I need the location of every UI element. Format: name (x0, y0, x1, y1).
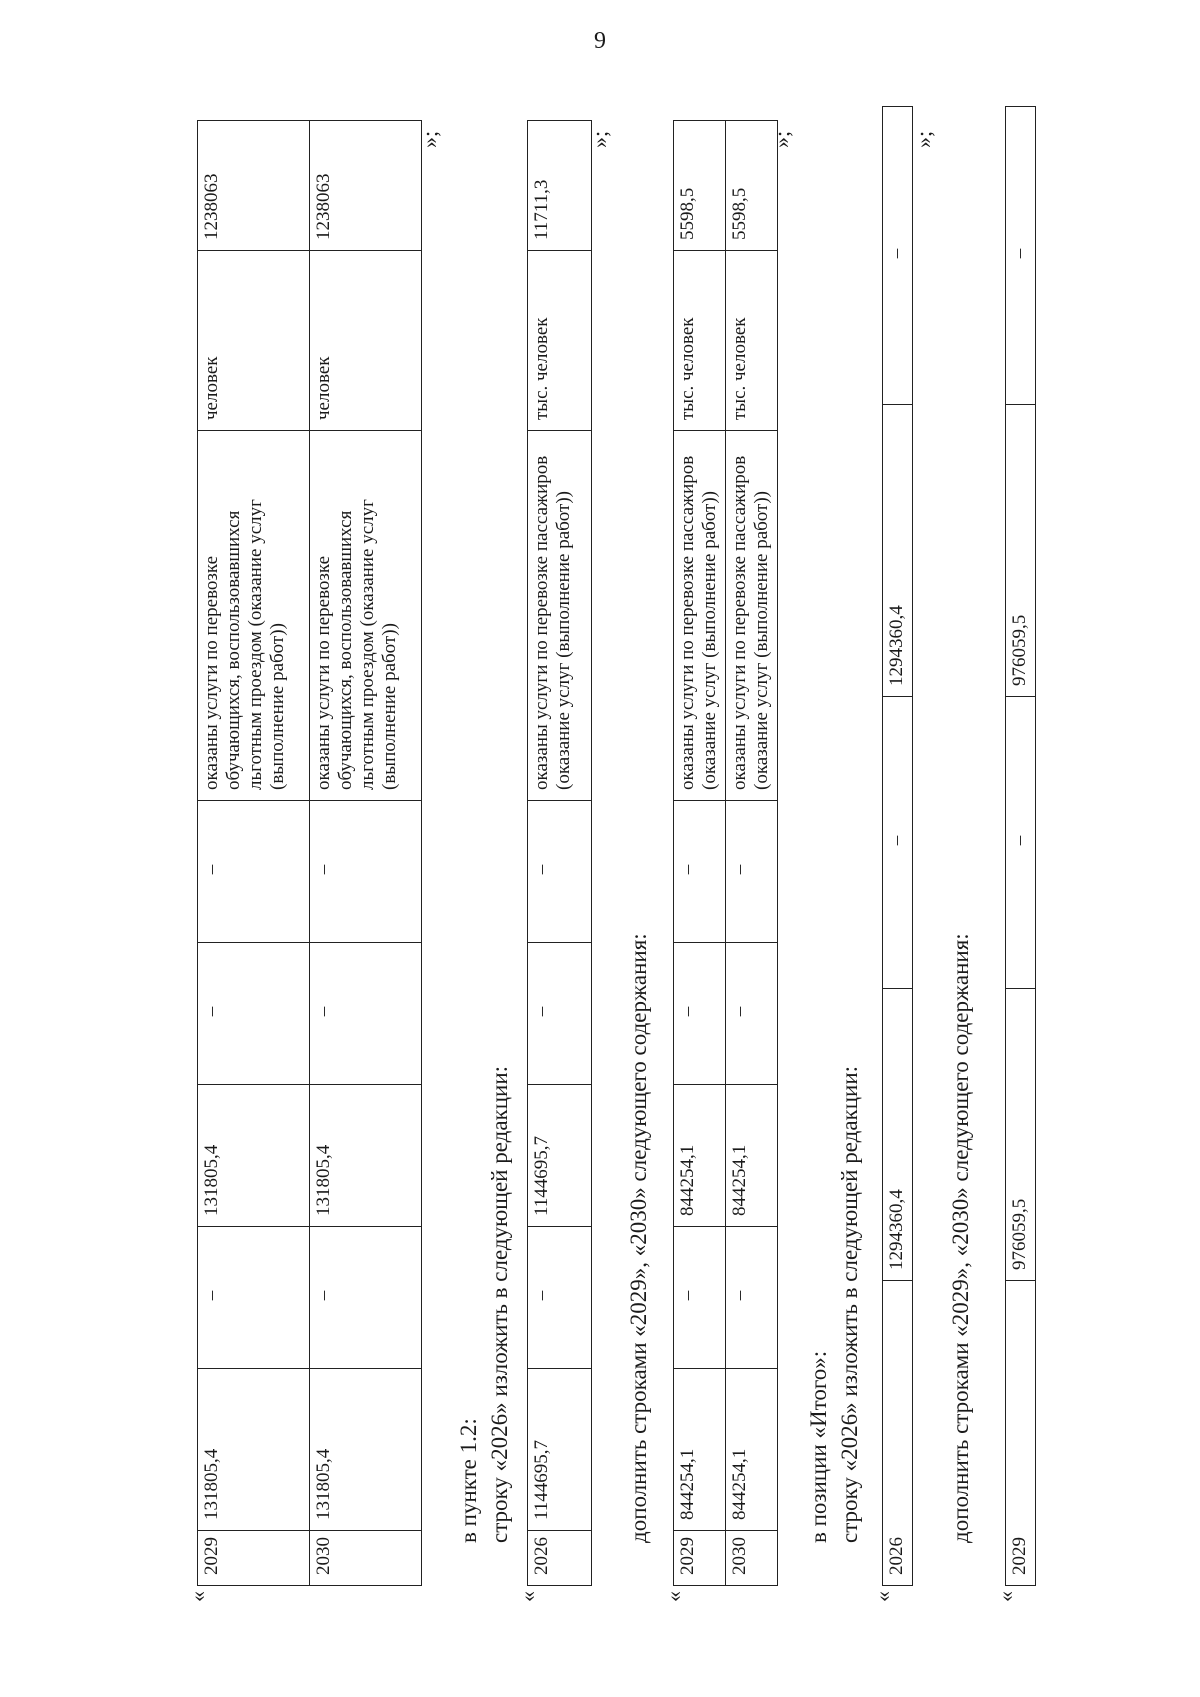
cell-amount: 1238063 (198, 121, 310, 251)
cell-unit: тыс. человек (528, 251, 592, 431)
cell-total: 1294360,4 (883, 989, 913, 1281)
opening-quote: « (185, 1591, 210, 1602)
paragraph-line: в позиции «Итого»: (806, 1350, 831, 1543)
cell-value: – (674, 1227, 726, 1369)
opening-quote: « (515, 1591, 540, 1602)
cell-total: 131805,4 (198, 1369, 310, 1531)
opening-quote: « (661, 1591, 686, 1602)
cell-year: 2026 (883, 1281, 913, 1586)
cell-value: 131805,4 (198, 1085, 310, 1227)
cell-value: – (310, 1227, 422, 1369)
cell-unit: тыс. человек (726, 251, 778, 431)
cell-value: – (1006, 697, 1036, 989)
cell-value: 1294360,4 (883, 405, 913, 697)
closing-quote: »; (417, 130, 442, 148)
cell-value: – (198, 801, 310, 943)
closing-quote: »; (587, 130, 612, 148)
cell-value: – (674, 801, 726, 943)
paragraph-line: в пункте 1.2: (456, 1418, 481, 1543)
closing-quote: »; (911, 130, 936, 148)
paragraph-point-1-2 (453, 1066, 515, 1543)
cell-year: 2030 (726, 1531, 778, 1586)
cell-amount: 1238063 (310, 121, 422, 251)
table-row (883, 107, 913, 1586)
cell-year: 2030 (310, 1531, 422, 1586)
cell-indicator: оказаны услуги по перевозке обучающихся, воспользовавшихся льготным проездом (оказание услуг (выполнение работ)) (198, 431, 310, 801)
table-5 (1005, 106, 1036, 1586)
rotated-content (185, 103, 1145, 1602)
table-3 (673, 120, 778, 1586)
closing-quote: »; (769, 130, 794, 148)
cell-value: – (310, 801, 422, 943)
cell-value: – (726, 801, 778, 943)
table-row (726, 121, 778, 1586)
cell-value: – (674, 943, 726, 1085)
cell-value: 976059,5 (1006, 405, 1036, 697)
cell-value: – (528, 943, 592, 1085)
cell-year: 2029 (198, 1531, 310, 1586)
paragraph-itogo (803, 1066, 865, 1543)
cell-indicator: оказаны услуги по перевозке обучающихся, воспользовавшихся льготным проездом (оказание услуг (выполнение работ)) (310, 431, 422, 801)
cell-amount: 5598,5 (726, 121, 778, 251)
table-row (674, 121, 726, 1586)
cell-value: – (528, 1227, 592, 1369)
cell-value: 131805,4 (310, 1085, 422, 1227)
cell-total: 976059,5 (1006, 989, 1036, 1281)
cell-value: – (198, 943, 310, 1085)
cell-total: 1144695,7 (528, 1369, 592, 1531)
cell-indicator: оказаны услуги по перевозке пассажиров (оказание услуг (выполнение работ)) (674, 431, 726, 801)
cell-year: 2029 (1006, 1281, 1036, 1586)
cell-amount: 11711,3 (528, 121, 592, 251)
cell-unit: человек (310, 251, 422, 431)
cell-value: – (198, 1227, 310, 1369)
cell-value: – (310, 943, 422, 1085)
cell-year: 2026 (528, 1531, 592, 1586)
cell-unit: тыс. человек (674, 251, 726, 431)
table-row (528, 121, 592, 1586)
cell-total: 844254,1 (726, 1369, 778, 1531)
cell-indicator: оказаны услуги по перевозке пассажиров (оказание услуг (выполнение работ)) (726, 431, 778, 801)
cell-unit: человек (198, 251, 310, 431)
cell-value: – (883, 107, 913, 405)
cell-year: 2029 (674, 1531, 726, 1586)
cell-value: 844254,1 (726, 1085, 778, 1227)
page-number: 9 (594, 28, 606, 54)
opening-quote: « (993, 1591, 1018, 1602)
table-row (198, 121, 310, 1586)
cell-indicator: оказаны услуги по перевозке пассажиров (оказание услуг (выполнение работ)) (528, 431, 592, 801)
cell-value: – (1006, 107, 1036, 405)
table-row (1006, 107, 1036, 1586)
cell-value: 844254,1 (674, 1085, 726, 1227)
table-4 (882, 106, 913, 1586)
table-2 (527, 120, 592, 1586)
cell-value: – (726, 943, 778, 1085)
opening-quote: « (870, 1591, 895, 1602)
paragraph-line: строку «2026» изложить в следующей редакции: (487, 1065, 512, 1543)
cell-value: – (528, 801, 592, 943)
cell-value: – (726, 1227, 778, 1369)
paragraph-line: строку «2026» изложить в следующей редакции: (837, 1065, 862, 1543)
cell-amount: 5598,5 (674, 121, 726, 251)
cell-total: 844254,1 (674, 1369, 726, 1531)
table-1 (197, 120, 422, 1586)
table-row (310, 121, 422, 1586)
cell-value: 1144695,7 (528, 1085, 592, 1227)
paragraph-add-rows: дополнить строками «2029», «2030» следующего содержания: (626, 933, 651, 1543)
cell-value: – (883, 697, 913, 989)
cell-total: 131805,4 (310, 1369, 422, 1531)
paragraph-add-rows-itogo: дополнить строками «2029», «2030» следующего содержания: (948, 933, 973, 1543)
